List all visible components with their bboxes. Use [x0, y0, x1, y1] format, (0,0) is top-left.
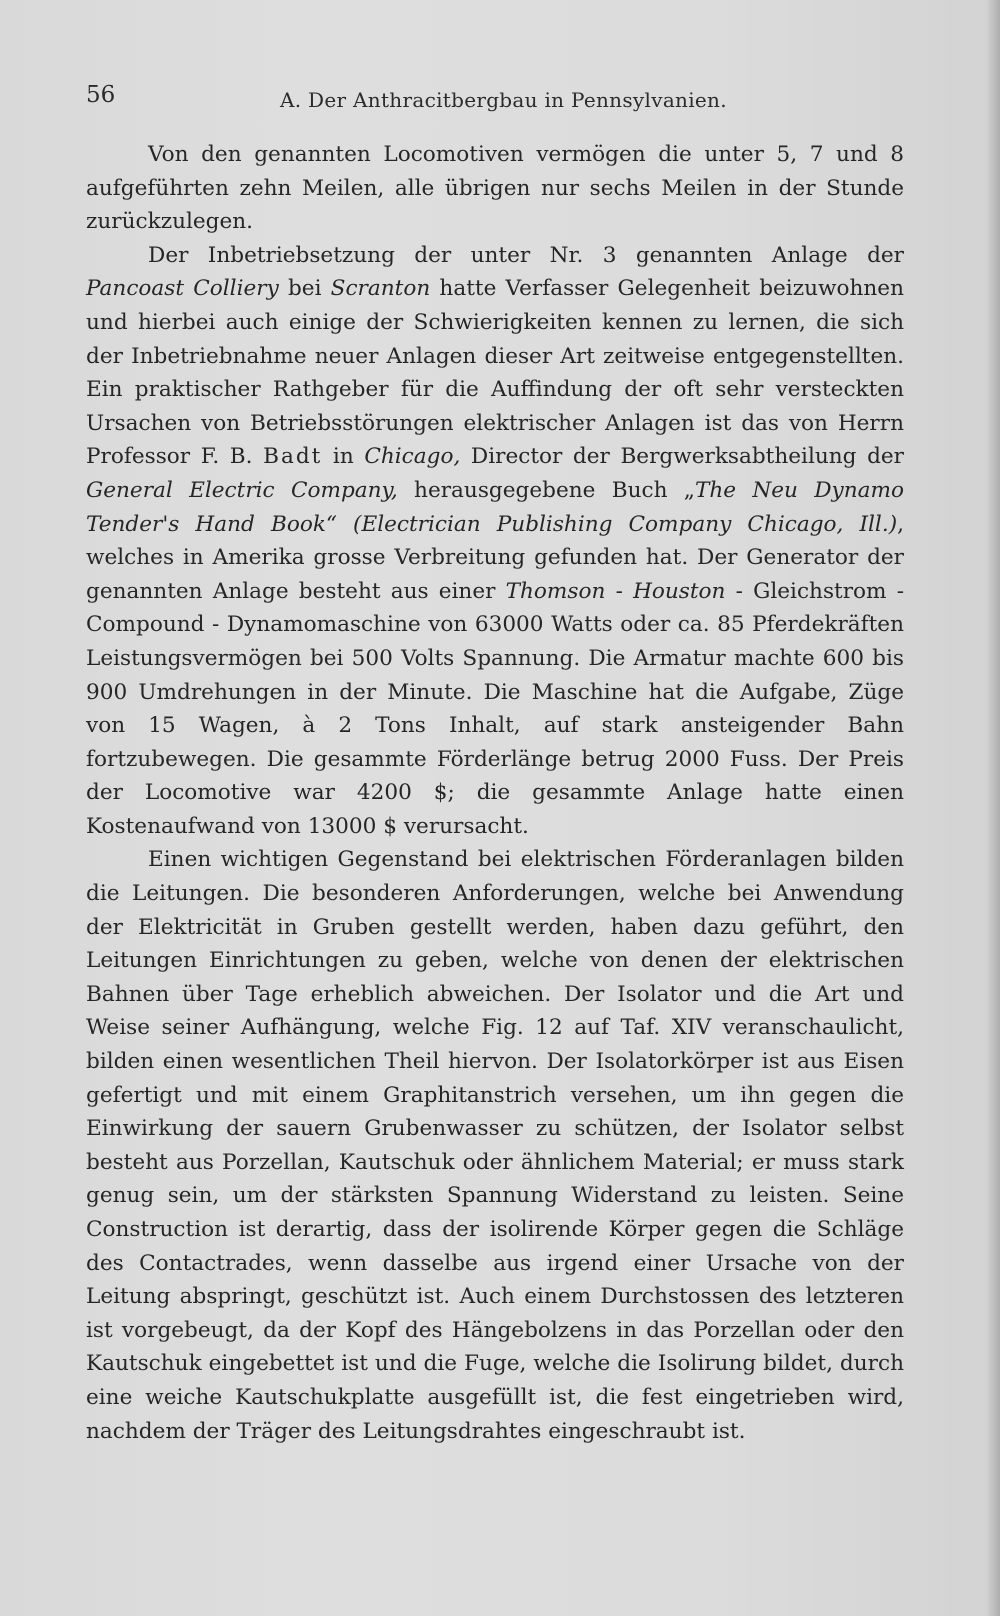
text-segment: - [605, 578, 634, 604]
text-segment: Der Inbetriebsetzung der unter Nr. 3 genannten Anlage der [148, 242, 904, 268]
text-segment: hatte Verfasser Gelegenheit beizuwohnen und hierbei auch einige der Schwierigkeiten kennen zu lernen, die sich der Inbetriebnahme neuer Anlagen dieser Art zeitweise entgegenstellten. Ein praktischer Rathgeber für die Auffindung der oft sehr versteckten Ursachen von Betriebsstörungen elektrischer Anlagen ist das von Herrn Professor F. B. [86, 276, 904, 470]
text-segment: , welches in Amerika grosse Verbreitung gefunden hat. Der Generator der genannten Anlage besteht aus einer [86, 511, 904, 604]
text-segment: Director der Bergwerksabtheilung der [460, 444, 905, 470]
italic-text: Thomson [505, 578, 606, 604]
spaced-name: Badt [263, 444, 323, 470]
italic-text: General Electric Company, [86, 477, 398, 503]
text-segment: - Gleichstrom - Compound - Dynamomaschine von 63000 Watts oder ca. 85 Pferdekräften Leistungsvermögen bei 500 Volts Spannung. Die Armatur machte 600 bis 900 Umdrehungen in der Minute. Die Maschine hat die Aufgabe, Züge von 15 Wagen, à 2 Tons Inhalt, auf stark ansteigender Bahn fortzubewegen. Die gesammte Förderlänge betrug 2000 Fuss. Der Preis der Locomotive war 4200 $; die gesammte Anlage hatte einen Kostenaufwand von 13000 $ verursacht. [86, 578, 904, 839]
text-segment: Einen wichtigen Gegenstand bei elektrischen Förderanlagen bilden die Leitungen. Die besonderen Anforderungen, welche bei Anwendung der Elektricität in Gruben gestellt werden, haben dazu geführt, den Leitungen Einrichtungen zu geben, welche von denen der elektrischen Bahnen über Tage erheblich abweichen. Der Isolator und die Art und Weise seiner Aufhängung, welche Fig. 12 auf Taf. XIV veranschaulicht, bilden einen wesentlichen Theil hiervon. Der Isolatorkörper ist aus Eisen gefertigt und mit einem Graphitanstrich versehen, um ihn gegen die Einwirkung der sauern Grubenwasser zu schützen, der Isolator selbst besteht aus Porzellan, Kautschuk oder ähnlichem Material; er muss stark genug sein, um der stärksten Spannung Widerstand zu leisten. Seine Construction ist derartig, dass der isolirende Körper gegen die Schläge des Contactrades, wenn dasselbe aus irgend einer Ursache von der Leitung abspringt, geschützt ist. Auch einem Durchstossen des letzteren ist vorgebeugt, da der Kopf des Hängebolzens in das Porzellan oder den Kautschuk eingebettet ist und die Fuge, welche die Isolirung bildet, durch eine weiche Kautschukplatte ausgefüllt ist, die fest eingetrieben wird, nachdem der Träger des Leitungsdrahtes eingeschraubt ist. [86, 847, 904, 1444]
italic-text: Chicago, [364, 444, 461, 470]
text-segment: Von den genannten Locomotiven vermögen die unter 5, 7 und 8 aufgeführten zehn Meilen, alle übrigen nur sechs Meilen in der Stunde zurückzulegen. [86, 142, 904, 235]
italic-text: Scranton [330, 276, 431, 302]
italic-text: Houston [633, 578, 726, 604]
running-title: A. Der Anthracitbergbau in Pennsylvanien. [280, 88, 727, 112]
italic-text: Pancoast Colliery [86, 276, 279, 302]
paragraph-1 [86, 138, 904, 239]
italic-text: The Neu Dynamo Tender's Hand Book“ (Electrician Publishing Company Chicago, Ill.) [86, 477, 904, 537]
text-segment: in [322, 444, 365, 470]
text-segment: bei [278, 276, 331, 302]
paragraph-3 [86, 843, 904, 1448]
running-head [86, 82, 906, 122]
page-number: 56 [86, 82, 116, 108]
paragraph-2 [86, 239, 904, 844]
body-text [86, 138, 904, 1448]
text-segment: herausgegebene Buch „ [397, 477, 695, 503]
